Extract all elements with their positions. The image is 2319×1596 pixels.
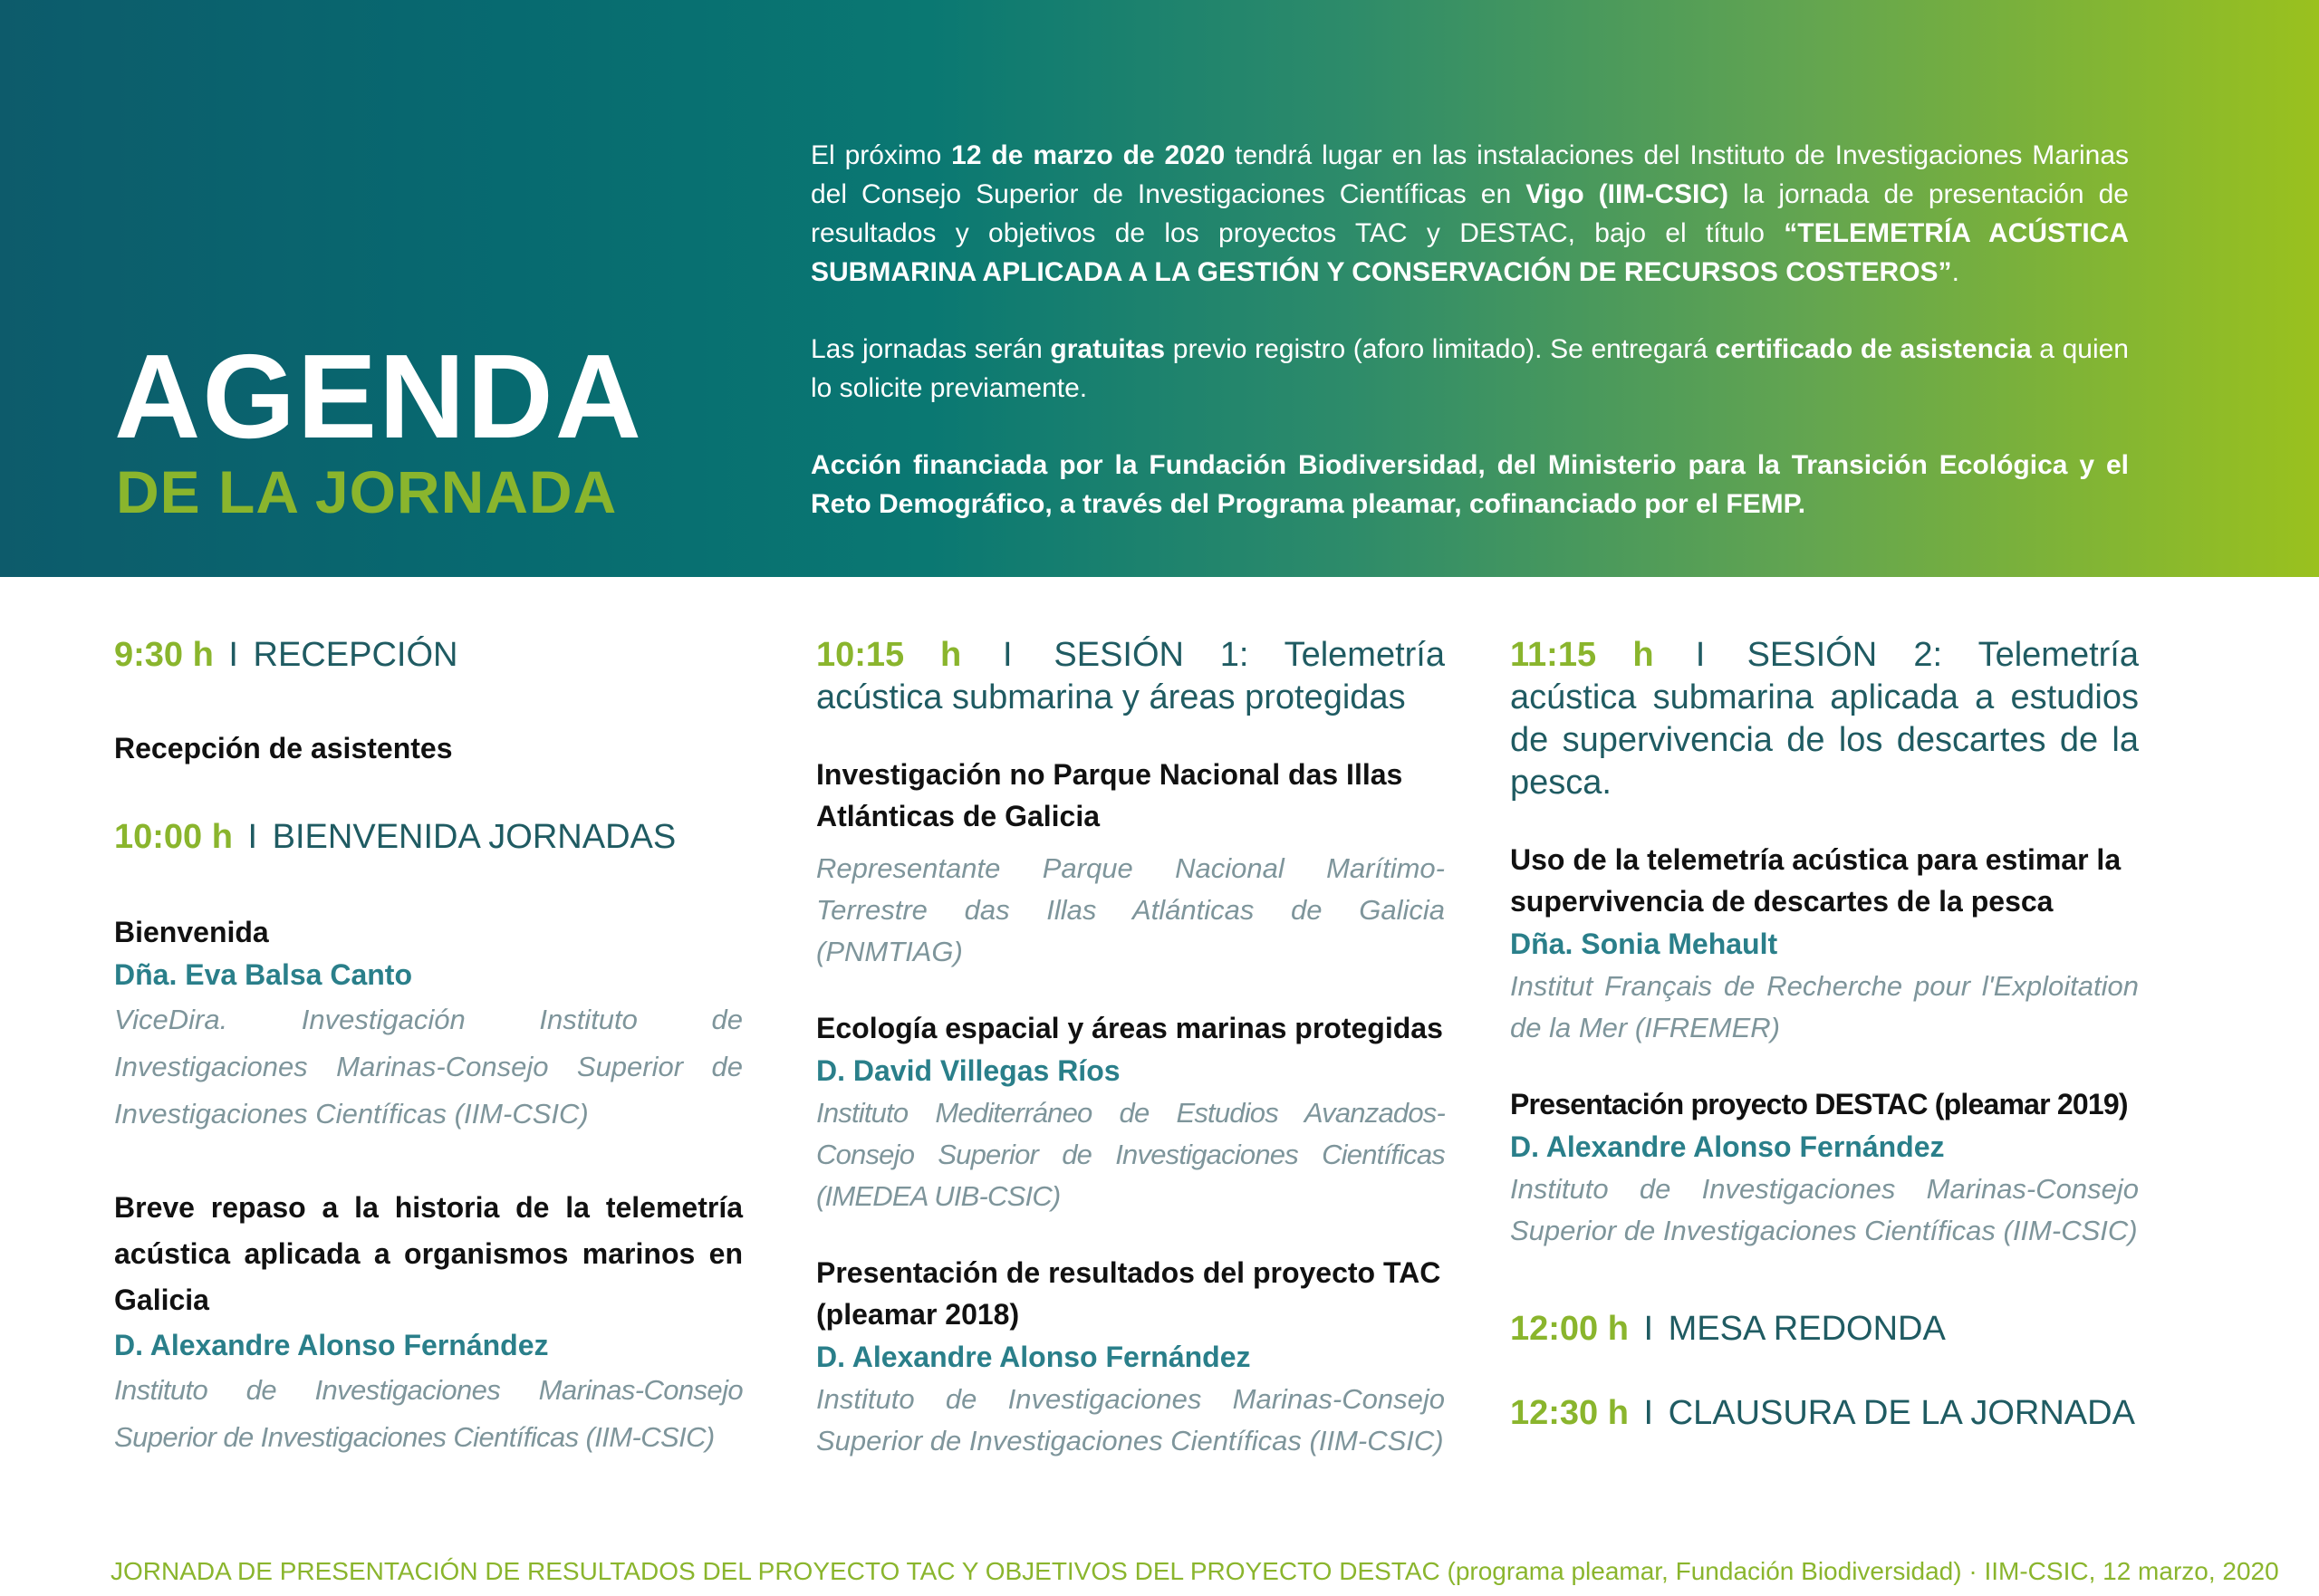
speaker-name: D. Alexandre Alonso Fernández bbox=[114, 1329, 549, 1361]
speaker-affiliation: Instituto de Investigaciones Marinas-Consejo Superior de Investigaciones Científicas (IIM-CSIC) bbox=[114, 1374, 743, 1453]
session-heading bbox=[1510, 1308, 2139, 1351]
item-title: Investigación no Parque Nacional das Illas Atlánticas de Galicia bbox=[816, 758, 1403, 832]
session-time: 12:30 h bbox=[1510, 1394, 1629, 1432]
session-heading bbox=[1510, 634, 2139, 804]
footer-text: JORNADA DE PRESENTACIÓN DE RESULTADOS DEL PROYECTO TAC Y OBJETIVOS DEL PROYECTO DESTAC (programa pleamar, Fundación Biodiversidad) · IIM-CSIC, 12 marzo, 2020 bbox=[111, 1557, 2279, 1585]
speaker-affiliation: Instituto de Investigaciones Marinas-Consejo Superior de Investigaciones Científicas (IIM-CSIC) bbox=[1510, 1173, 2139, 1246]
separator: I bbox=[1643, 1394, 1654, 1432]
item-title: Bienvenida bbox=[114, 916, 269, 948]
intro-text-span: previo registro (aforo limitado). Se entregará bbox=[1165, 334, 1716, 364]
intro-text-span: Las jornadas serán bbox=[811, 334, 1051, 364]
separator: I bbox=[247, 818, 258, 856]
event-place: Vigo (IIM-CSIC) bbox=[1525, 179, 1728, 209]
speaker-affiliation: Instituto Mediterráneo de Estudios Avanzados-Consejo Superior de Investigaciones Científicas (IMEDEA UIB-CSIC) bbox=[816, 1097, 1445, 1212]
session-label: CLAUSURA DE LA JORNADA bbox=[1668, 1394, 2135, 1432]
separator: I bbox=[1695, 636, 1706, 674]
event-title: “TELEMETRÍA ACÚSTICA SUBMARINA APLICADA A LA GESTIÓN Y CONSERVACIÓN DE RECURSOS COSTEROS” bbox=[811, 218, 2130, 287]
agenda-column-1 bbox=[114, 634, 743, 1461]
session-heading bbox=[816, 634, 1445, 719]
intro-text-span: El próximo bbox=[811, 140, 952, 170]
intro-text bbox=[811, 136, 2129, 562]
session-label: BIENVENIDA JORNADAS bbox=[272, 818, 677, 856]
header-banner bbox=[0, 0, 2319, 577]
speaker-affiliation: Institut Français de Recherche pour l'Exploitation de la Mer (IFREMER) bbox=[1510, 970, 2139, 1043]
separator: I bbox=[1643, 1310, 1654, 1348]
intro-text-span: tendrá lugar en las instalaciones del Instituto de Investigaciones Marinas del Consejo Superior de Investigaciones Científicas en bbox=[811, 140, 2130, 209]
session-heading bbox=[114, 634, 743, 677]
funding-note: Acción financiada por la Fundación Biodiversidad, del Ministerio para la Transición Ecológica y el Reto Demográfico, a través del Programa pleamar, cofinanciado por el FEMP. bbox=[811, 450, 2129, 519]
intro-text-span: la jornada de presentación de resultados y objetivos de los proyectos TAC y DESTAC, bajo el título bbox=[811, 179, 2129, 248]
speaker-name: D. Alexandre Alonso Fernández bbox=[1510, 1130, 1945, 1163]
speaker-name: Dña. Sonia Mehault bbox=[1510, 928, 1778, 960]
separator: I bbox=[1003, 636, 1013, 674]
speaker-affiliation: ViceDira. Investigación Instituto de Investigaciones Marinas-Consejo Superior de Investigaciones Científicas (IIM-CSIC) bbox=[114, 1004, 743, 1130]
agenda-column-3 bbox=[1510, 634, 2139, 1435]
speaker-affiliation: Representante Parque Nacional Marítimo-Terrestre das Illas Atlánticas de Galicia (PNMTIAG) bbox=[816, 852, 1445, 967]
session-time: 10:15 h bbox=[816, 636, 962, 674]
session-label: MESA REDONDA bbox=[1668, 1310, 1946, 1348]
certificate-label: certificado de asistencia bbox=[1715, 334, 2032, 364]
item-title: Breve repaso a la historia de la telemetría acústica aplicada a organismos marinos en Galicia bbox=[114, 1191, 743, 1316]
item-title: Presentación de resultados del proyecto TAC (pleamar 2018) bbox=[816, 1256, 1441, 1331]
item-title: Uso de la telemetría acústica para estimar la supervivencia de descartes de la pesca bbox=[1510, 843, 2122, 918]
speaker-name: Dña. Eva Balsa Canto bbox=[114, 958, 412, 991]
agenda-title: AGENDA bbox=[114, 330, 644, 463]
intro-text-span: a quien lo solicite previamente. bbox=[811, 334, 2129, 403]
agenda-subtitle: DE LA JORNADA bbox=[116, 458, 618, 525]
session-label: SESIÓN 2: Telemetría acústica submarina aplicada a estudios de supervivencia de los descartes de la pesca. bbox=[1510, 636, 2140, 802]
session-time: 12:00 h bbox=[1510, 1310, 1629, 1348]
speaker-name: D. David Villegas Ríos bbox=[816, 1054, 1121, 1087]
session-time: 9:30 h bbox=[114, 636, 214, 674]
item-title: Presentación proyecto DESTAC (pleamar 2019) bbox=[1510, 1088, 2128, 1120]
free-label: gratuitas bbox=[1050, 334, 1166, 364]
speaker-affiliation: Instituto de Investigaciones Marinas-Consejo Superior de Investigaciones Científicas (IIM-CSIC) bbox=[816, 1383, 1445, 1457]
intro-paragraph-1 bbox=[811, 136, 2129, 292]
agenda-column-2 bbox=[816, 634, 1445, 1462]
event-date: 12 de marzo de 2020 bbox=[951, 140, 1226, 170]
intro-paragraph-2 bbox=[811, 330, 2129, 408]
intro-text-span: . bbox=[1951, 257, 1959, 287]
session-label: RECEPCIÓN bbox=[253, 636, 458, 674]
session-time: 10:00 h bbox=[114, 818, 233, 856]
session-time: 11:15 h bbox=[1510, 636, 1654, 674]
session-heading bbox=[114, 816, 743, 859]
intro-paragraph-3 bbox=[811, 446, 2129, 524]
item-title: Recepción de asistentes bbox=[114, 732, 453, 764]
session-heading bbox=[1510, 1392, 2139, 1435]
session-label: SESIÓN 1: Telemetría acústica submarina y áreas protegidas bbox=[816, 636, 1445, 716]
item-title: Ecología espacial y áreas marinas protegidas bbox=[816, 1012, 1443, 1044]
separator: I bbox=[228, 636, 238, 674]
speaker-name: D. Alexandre Alonso Fernández bbox=[816, 1341, 1251, 1373]
